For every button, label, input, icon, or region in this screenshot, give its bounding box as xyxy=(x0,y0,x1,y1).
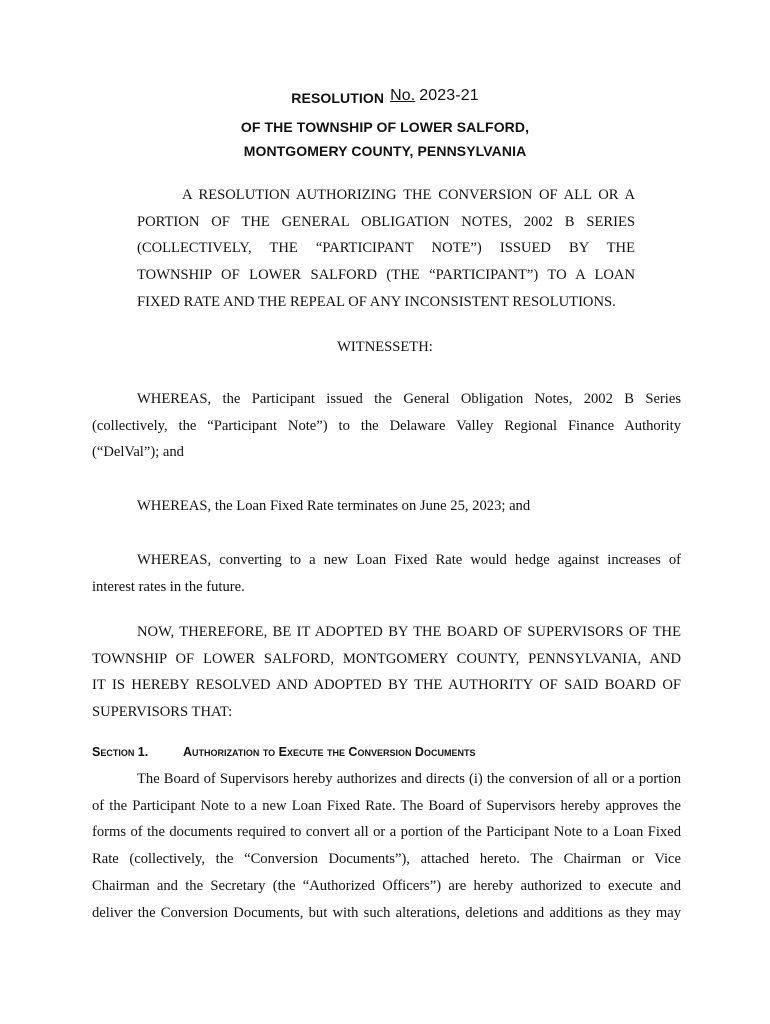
paragraph-line: NOW, THEREFORE, BE IT ADOPTED BY THE BOARD OF SUPERVISORS OF THE xyxy=(137,624,681,640)
resolution-title-block xyxy=(137,182,635,316)
paragraph-line: The Board of Supervisors hereby authorizes and directs (i) the conversion of all or a portion xyxy=(137,771,681,787)
paragraph-line: Rate (collectively, the “Conversion Documents”), attached hereto. The Chairman or Vice xyxy=(92,851,681,868)
paragraph-line: WHEREAS, the Loan Fixed Rate terminates on June 25, 2023; and xyxy=(137,498,531,514)
title-line: TOWNSHIP OF LOWER SALFORD (THE “PARTICIPANT”) TO A LOAN xyxy=(137,267,635,284)
paragraph-line: of the Participant Note to a new Loan Fixed Rate. The Board of Supervisors hereby approves the xyxy=(92,797,681,814)
section-1-heading xyxy=(92,745,681,759)
resolution-number-group xyxy=(390,87,479,104)
paragraph-line: WHEREAS, the Participant issued the General Obligation Notes, 2002 B Series xyxy=(137,391,681,407)
resolution-no-label: No. xyxy=(390,87,416,104)
title-line: (COLLECTIVELY, THE “PARTICIPANT NOTE”) ISSUED BY THE xyxy=(137,240,635,257)
paragraph-line: interest rates in the future. xyxy=(92,578,245,595)
whereas-paragraph-2 xyxy=(92,493,681,520)
paragraph-line: SUPERVISORS THAT: xyxy=(92,704,233,721)
resolution-heading xyxy=(0,87,770,108)
section-title: Authorization to Execute the Conversion Documents xyxy=(183,745,476,759)
county-heading: MONTGOMERY COUNTY, PENNSYLVANIA xyxy=(243,143,527,159)
witnesseth-heading: WITNESSETH: xyxy=(337,339,433,355)
section-number: Section 1. xyxy=(92,745,149,759)
paragraph-line: deliver the Conversion Documents, but with such alterations, deletions and additions as they may xyxy=(92,904,681,921)
now-therefore-paragraph xyxy=(92,619,681,726)
title-line: A RESOLUTION AUTHORIZING THE CONVERSION OF ALL OR A xyxy=(182,187,635,203)
paragraph-line: IT IS HEREBY RESOLVED AND ADOPTED BY THE AUTHORITY OF SAID BOARD OF xyxy=(92,677,681,694)
paragraph-line: (collectively, the “Participant Note”) to the Delaware Valley Regional Finance Authority xyxy=(92,417,681,434)
title-line: PORTION OF THE GENERAL OBLIGATION NOTES, 2002 B SERIES xyxy=(137,213,635,230)
whereas-paragraph-1 xyxy=(92,386,681,466)
paragraph-line: Chairman and the Secretary (the “Authorized Officers”) are hereby authorized to execute and xyxy=(92,877,681,894)
paragraph-line: TOWNSHIP OF LOWER SALFORD, MONTGOMERY COUNTY, PENNSYLVANIA, AND xyxy=(92,650,681,667)
paragraph-line: (“DelVal”); and xyxy=(92,444,184,461)
paragraph-line: WHEREAS, converting to a new Loan Fixed Rate would hedge against increases of xyxy=(137,552,681,568)
resolution-number: 2023-21 xyxy=(419,87,479,104)
resolution-word: RESOLUTION xyxy=(291,90,385,106)
whereas-paragraph-3 xyxy=(92,547,681,600)
title-line: FIXED RATE AND THE REPEAL OF ANY INCONSISTENT RESOLUTIONS. xyxy=(137,293,616,310)
section-1-body xyxy=(92,766,681,926)
paragraph-line: forms of the documents required to convert all or a portion of the Participant Note to a Loan Fixed xyxy=(92,824,681,841)
township-heading: OF THE TOWNSHIP OF LOWER SALFORD, xyxy=(240,119,530,135)
